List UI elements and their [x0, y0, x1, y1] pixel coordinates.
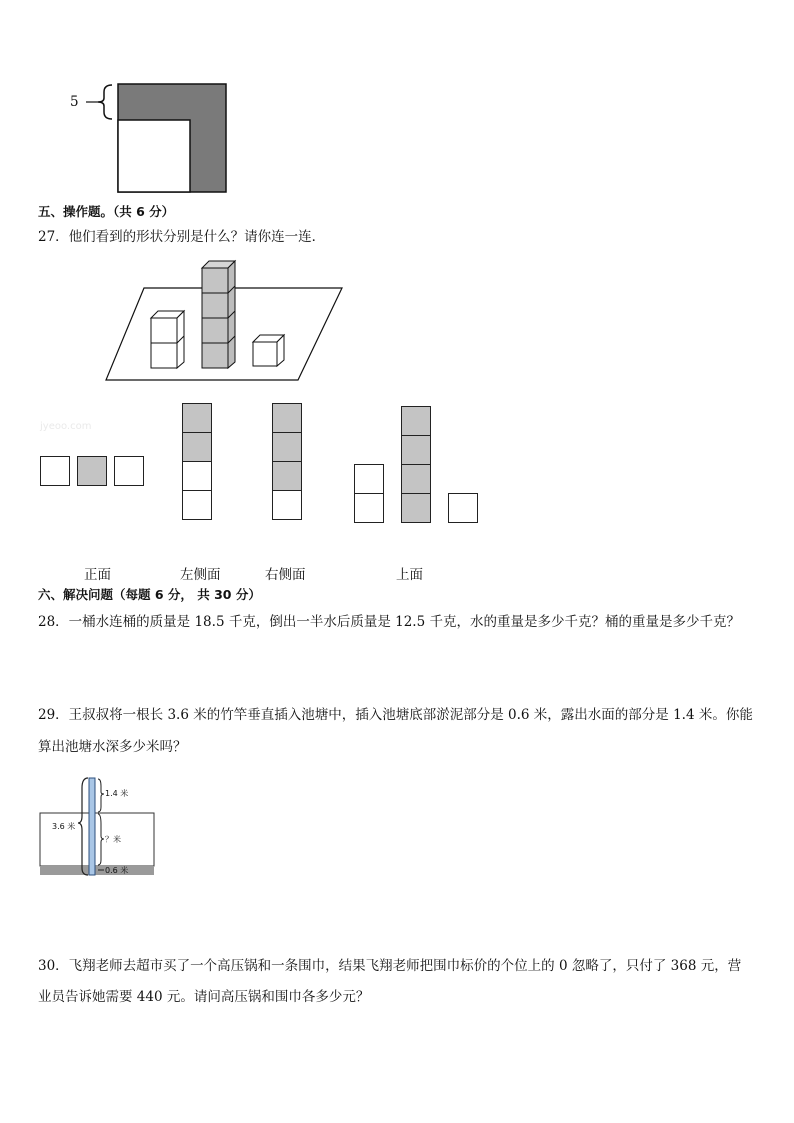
- view-label-right[interactable]: 右侧面: [265, 567, 306, 583]
- view-option-a[interactable]: [40, 456, 146, 488]
- watermark: jyeoo.com: [40, 421, 92, 432]
- view-label-left[interactable]: 左侧面: [180, 567, 221, 583]
- view-option-d[interactable]: [354, 405, 480, 525]
- middle-stack: [202, 261, 235, 368]
- question-27: 27．他们看到的形状分别是什么？请你连一连．: [38, 229, 326, 245]
- side-length-label: 5: [70, 94, 79, 110]
- question-29-line-1: 29．王叔叔将一根长 3.6 米的竹竿垂直插入池塘中，插入池塘底部淤泥部分是 0.6 米，露出水面的部分是 1.4 米。你能: [38, 707, 753, 723]
- section-5-heading: 五、操作题。（共 6 分）: [38, 204, 175, 219]
- question-28: 28．一桶水连桶的质量是 18.5 千克，倒出一半水后质量是 12.5 千克，水的重量是多少千克？桶的重量是多少千克？: [38, 614, 740, 630]
- mud-depth-label: 0.6 米: [105, 866, 129, 875]
- cube-arrangement: [100, 258, 350, 388]
- water-depth-label: ？米: [105, 835, 121, 844]
- right-single-cube: [253, 335, 284, 366]
- view-label-top[interactable]: 上面: [396, 567, 423, 583]
- view-option-b[interactable]: [182, 403, 214, 523]
- square-diagram: [60, 78, 240, 198]
- section-6-heading: 六、解决问题（每题 6 分， 共 30 分）: [38, 587, 261, 602]
- platform-with-cubes: [100, 258, 350, 388]
- above-water-label: 1.4 米: [105, 789, 129, 798]
- view-option-c[interactable]: [272, 403, 304, 523]
- question-30-line-1: 30．飞翔老师去超市买了一个高压锅和一条围巾，结果飞翔老师把围巾标价的个位上的 0 忽略了，只付了 368 元，营: [38, 958, 742, 974]
- square-figure: [60, 78, 240, 198]
- total-length-label: 3.6 米: [52, 822, 76, 831]
- question-30-line-2: 业员告诉她需要 440 元。请问高压锅和围巾各多少元？: [38, 989, 370, 1005]
- question-29-line-2: 算出池塘水深多少米吗？: [38, 739, 187, 755]
- view-label-front[interactable]: 正面: [84, 567, 111, 583]
- left-stack: [151, 311, 184, 368]
- pond-diagram: [38, 776, 160, 878]
